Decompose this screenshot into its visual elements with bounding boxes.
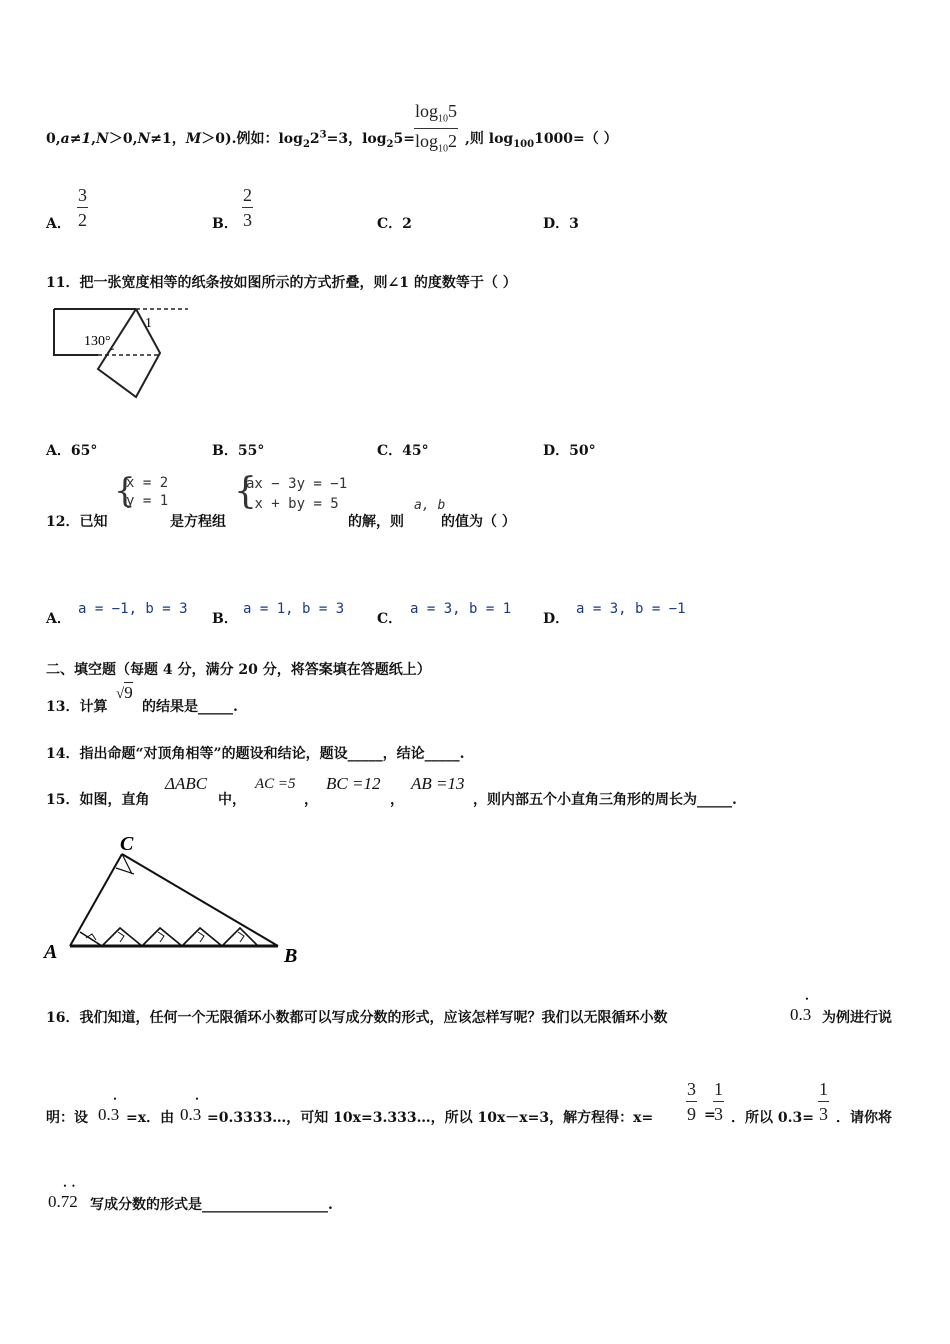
q10-option-c: C．2 [377,216,412,232]
q16-fraction-1: $\frac{3}{9}$ [687,1079,696,1124]
section-2-heading: 二、填空题（每题 4 分，满分 20 分，将答案填在答题纸上） [46,662,431,678]
q13-prefix: 13．计算 [46,699,108,715]
q16-line2-a: 明：设 [46,1110,88,1126]
q13-sqrt: √9 [116,683,133,702]
q12-option-a-value: a = −1, b = 3 [78,601,188,617]
q10-log-fraction: $\frac{\log_{10}5}{\log_{10}2}$ [415,101,458,155]
q14-stem: 14．指出命题“对顶角相等”的题设和结论，题设_____，结论_____. [46,746,465,762]
q15-ac: AC =5 [255,776,296,792]
q10-option-a-label: A． [46,216,71,232]
q16-line3-text: 写成分数的形式是__________________. [90,1197,333,1213]
q11-option-d: D．50° [543,443,596,459]
q10-option-b-label: B． [212,216,238,232]
q12-option-a-label: A． [46,611,71,627]
q16-line2-d: ．所以 0.3= [731,1110,814,1126]
q11-option-a: A．65° [46,443,98,459]
q12-option-b-label: B． [212,611,238,627]
q15-label-a: A [44,941,58,963]
q13-suffix: 的结果是_____. [142,699,238,715]
q15-bc: BC =12 [326,774,381,793]
q16-fraction-3: $\frac{1}{3}$ [819,1079,828,1124]
q16-fraction-2: $\frac{1}{3}$ [714,1079,723,1124]
q12-option-c-value: a = 3, b = 1 [410,601,512,617]
q12-stem-b: 是方程组 [170,514,226,530]
q16-eq: = [704,1107,716,1123]
q16-repeating-decimal-2: 0.• 3 [98,1105,119,1125]
q10-stem: 0,a≠1,N＞0,N≠1，M＞0).例如：$\log_22^3=3$，$\log_25=$ [46,129,415,150]
q15-triangle: ΔABC [165,774,208,793]
q11-folded-strip-figure [50,305,195,405]
q11-option-b: B．55° [212,443,265,459]
q15-triangle-figure [40,828,320,970]
q12-option-b-value: a = 1, b = 3 [243,601,345,617]
q12-stem-c: 的解，则 [348,514,404,530]
q10-option-d: D．3 [543,216,579,232]
q12-option-c-label: C． [377,611,403,627]
q10-option-a-fraction: $\frac{3}{2}$ [78,185,87,230]
q16-line2-b: =x．由 [126,1110,175,1126]
q11-stem: 11．把一张宽度相等的纸条按如图所示的方式折叠，则∠1 的度数等于（ ） [46,275,517,291]
q10-stem-tail: ,则 $\log_{100}1000=$（ ） [465,131,618,150]
q15-suffix: ，则内部五个小直角三角形的周长为_____. [473,792,737,808]
q11-option-c: C．45° [377,443,429,459]
q15-ab: AB =13 [411,774,465,793]
q15-sep2: ， [390,792,404,808]
q12-system-2: { ax − 3y = −1 x + by = 5 [234,471,348,512]
q12-stem-a: 12．已知 [46,514,108,530]
q12-stem-d: 的值为（ ） [441,514,516,530]
q16-line2-e: ．请你将 [836,1110,892,1126]
q11-angle-label: 130° [84,334,111,349]
q12-option-d-value: a = 3, b = −1 [576,601,686,617]
q15-label-c: C [120,833,134,855]
q12-vars: a, b [414,498,446,513]
q11-angle-1-label: 1 [145,316,152,331]
q15-sep1: ， [304,792,318,808]
q15-mid: 中， [218,792,246,808]
q16-repeating-decimal: 0.• 3 [790,1005,811,1025]
q15-prefix: 15．如图，直角 [46,792,150,808]
q12-system-1: { x = 2 y = 1 [114,471,169,511]
q16-line2-c: =0.3333…，可知 10x=3.333…，所以 10x－x=3，解方程得：x= [207,1110,654,1126]
q15-label-b: B [284,945,298,967]
q16-repeating-decimal-3: 0.• 3 [180,1105,201,1125]
q10-option-b-fraction: $\frac{2}{3}$ [243,185,252,230]
q16-repeating-decimal-072: 0.• 7• 2 [48,1192,78,1212]
q16-line1-a: 16．我们知道，任何一个无限循环小数都可以写成分数的形式，应该怎样写呢？我们以无限循环小数 [46,1010,668,1026]
q12-option-d-label: D． [543,611,570,627]
q16-line1-b: 为例进行说 [822,1010,892,1026]
